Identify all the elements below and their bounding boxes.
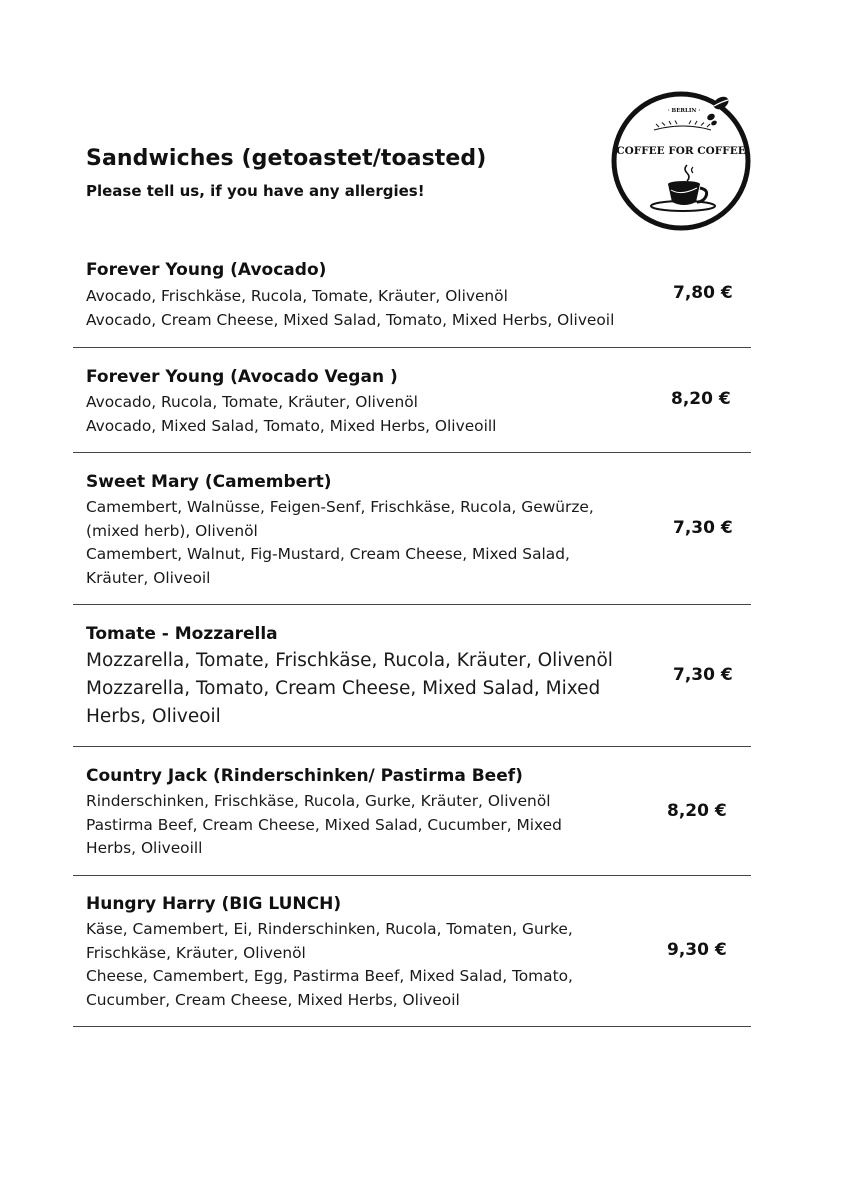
item-description — [86, 391, 496, 438]
item-price: 7,30 € — [673, 518, 733, 538]
item-desc-en: Pastirma Beef, Cream Cheese, Mixed Salad, Cucumber, Mixed — [86, 815, 562, 834]
allergy-notice: Please tell us, if you have any allergies! — [86, 182, 425, 200]
item-name: Forever Young (Avocado Vegan ) — [86, 367, 398, 387]
item-desc-en: Mozzarella, Tomato, Cream Cheese, Mixed Salad, Mixed — [86, 678, 601, 699]
item-price: 8,20 € — [671, 389, 731, 409]
item-desc-de: Camembert, Walnüsse, Feigen-Senf, Frischkäse, Rucola, Gewürze, — [86, 498, 594, 516]
item-desc-en: Herbs, Oliveoil — [86, 706, 221, 727]
item-name: Sweet Mary (Camembert) — [86, 472, 332, 492]
item-desc-en: Herbs, Oliveoill — [86, 839, 203, 857]
item-name: Country Jack (Rinderschinken/ Pastirma Beef) — [86, 766, 523, 786]
item-desc-de: Käse, Camembert, Ei, Rinderschinken, Rucola, Tomaten, Gurke, — [86, 920, 573, 938]
item-desc-de: Avocado, Frischkäse, Rucola, Tomate, Kräuter, Olivenöl — [86, 287, 508, 305]
divider — [73, 347, 751, 348]
item-price: 7,80 € — [673, 283, 733, 303]
item-desc-de: (mixed herb), Olivenöl — [86, 521, 258, 540]
coffee-for-coffee-logo — [611, 86, 751, 236]
item-price: 7,30 € — [673, 665, 733, 685]
divider — [73, 746, 751, 747]
divider — [73, 604, 751, 605]
item-name: Tomate - Mozzarella — [86, 624, 278, 644]
logo-name-text: COFFEE FOR COFFEE — [616, 145, 746, 157]
item-description — [86, 647, 613, 731]
item-desc-en: Kräuter, Oliveoil — [86, 568, 211, 587]
item-desc-en: Camembert, Walnut, Fig-Mustard, Cream Cheese, Mixed Salad, — [86, 545, 570, 563]
item-description — [86, 285, 614, 332]
laurel-icon — [654, 121, 711, 131]
item-desc-de: Avocado, Rucola, Tomate, Kräuter, Olivenöl — [86, 393, 418, 411]
coffee-cup-icon — [651, 165, 715, 211]
divider — [73, 1026, 751, 1027]
item-desc-en: Cucumber, Cream Cheese, Mixed Herbs, Oliveoil — [86, 990, 460, 1009]
item-name: Hungry Harry (BIG LUNCH) — [86, 894, 342, 914]
logo-city-text: · BERLIN · — [667, 108, 701, 114]
item-name: Forever Young (Avocado) — [86, 260, 327, 280]
item-desc-en: Avocado, Cream Cheese, Mixed Salad, Tomato, Mixed Herbs, Oliveoil — [86, 310, 615, 329]
item-price: 8,20 € — [667, 801, 727, 821]
item-description — [86, 496, 594, 590]
item-desc-de: Frischkäse, Kräuter, Olivenöl — [86, 943, 306, 962]
item-price: 9,30 € — [667, 940, 727, 960]
item-desc-de: Mozzarella, Tomate, Frischkäse, Rucola, Kräuter, Olivenöl — [86, 650, 613, 671]
divider — [73, 875, 751, 876]
item-desc-en: Avocado, Mixed Salad, Tomato, Mixed Herbs, Oliveoill — [86, 416, 497, 435]
item-description — [86, 918, 573, 1012]
item-desc-de: Rinderschinken, Frischkäse, Rucola, Gurke, Kräuter, Olivenöl — [86, 792, 551, 810]
item-desc-en: Cheese, Camembert, Egg, Pastirma Beef, Mixed Salad, Tomato, — [86, 967, 573, 985]
page-title: Sandwiches (getoastet/toasted) — [86, 146, 487, 171]
item-description — [86, 790, 562, 861]
divider — [73, 452, 751, 453]
